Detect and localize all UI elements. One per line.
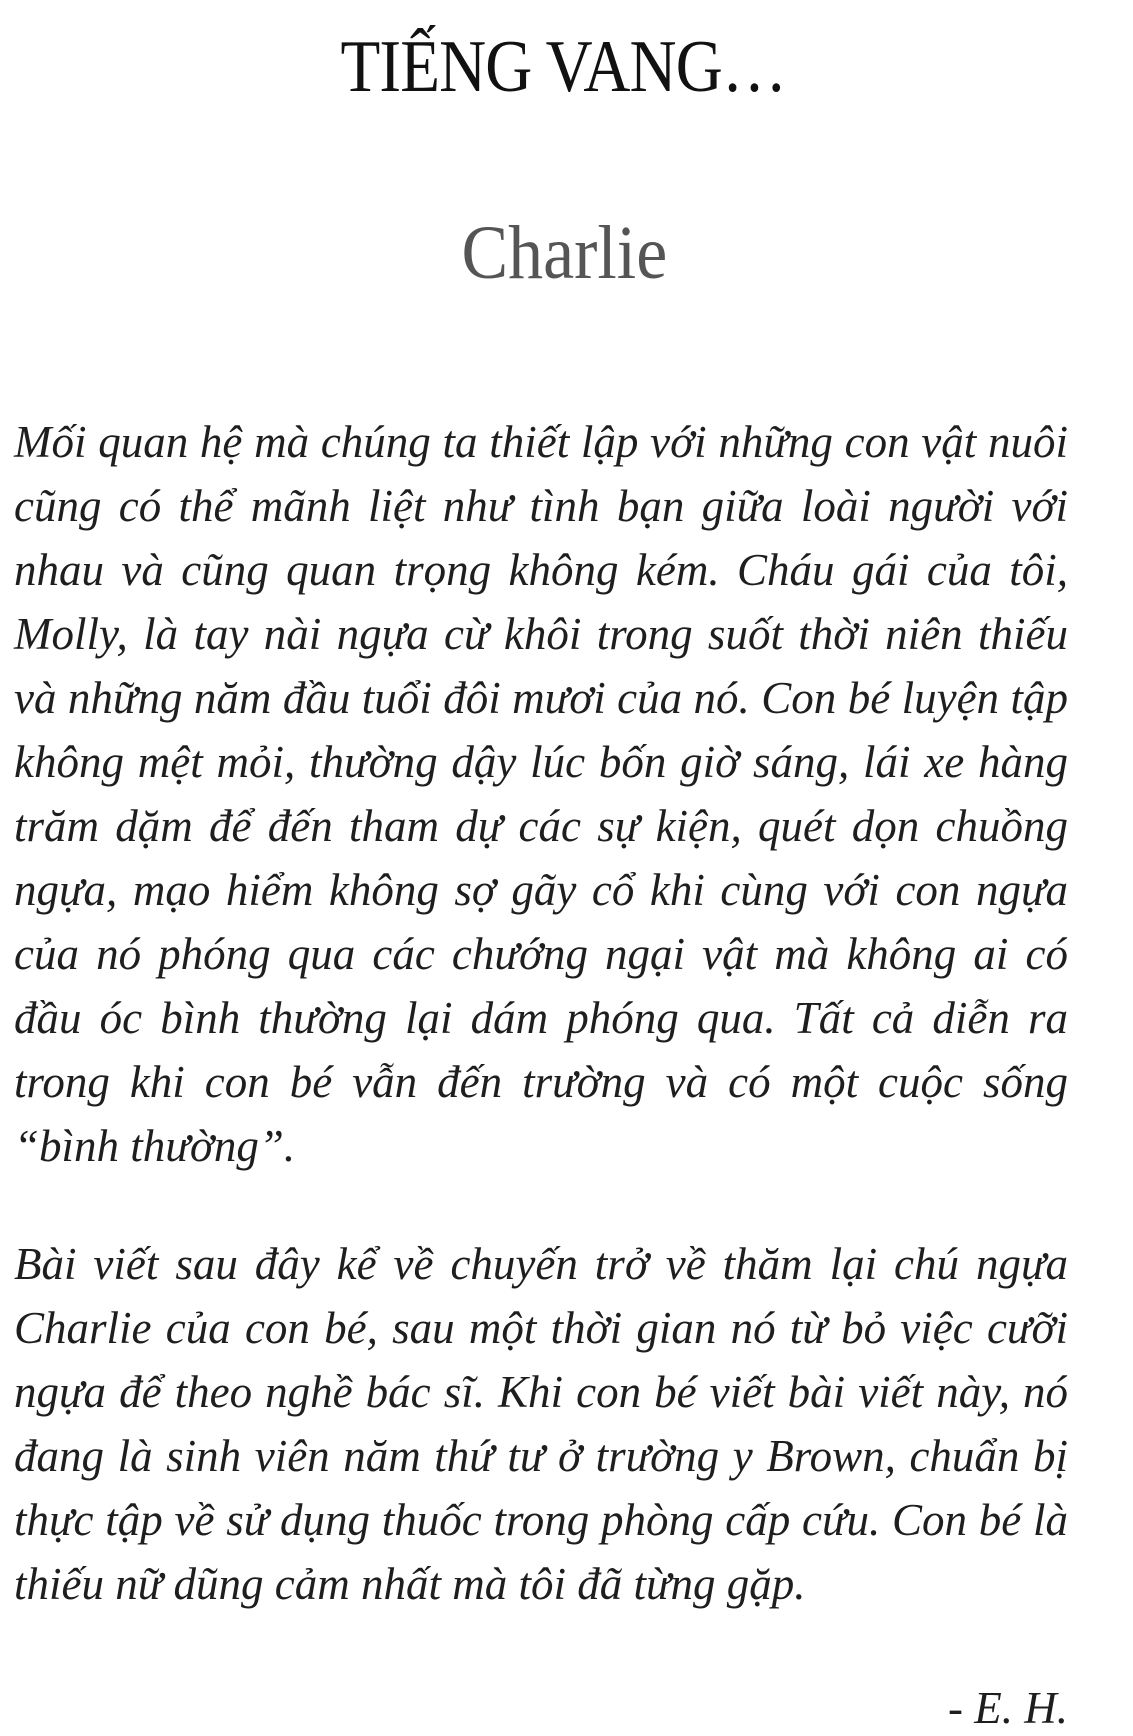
story-title: Charlie [461,211,668,295]
intro-paragraph-1: Mối quan hệ mà chúng ta thiết lập với những con vật nuôi cũng có thể mãnh liệt như tình bạn giữa loài người với nhau và cũng quan trọng không kém. Cháu gái của tôi, Molly, là tay nài ngựa cừ khôi trong suốt thời niên thiếu và những năm đầu tuổi đôi mươi của nó. Con bé luyện tập không mệt mỏi, thường dậy lúc bốn giờ sáng, lái xe hàng trăm dặm để đến tham dự các sự kiện, quét dọn chuồng ngựa, mạo hiểm không sợ gãy cổ khi cùng với con ngựa của nó phóng qua các chướng ngại vật mà không ai có đầu óc bình thường lại dám phóng qua. Tất cả diễn ra trong khi con bé vẫn đến trường và có một cuộc sống “bình thường”. [14,417,1068,1171]
intro-paragraph-2: Bài viết sau đây kể về chuyến trở về thăm lại chú ngựa Charlie của con bé, sau một thời gian nó từ bỏ việc cưỡi ngựa để theo nghề bác sĩ. Khi con bé viết bài viết này, nó đang là sinh viên năm thứ tư ở trường y Brown, chuẩn bị thực tập về sử dụng thuốc trong phòng cấp cứu. Con bé là thiếu nữ dũng cảm nhất mà tôi đã từng gặp. [14,1239,1068,1609]
author-signature: - E. H. [948,1683,1068,1733]
section-heading: TIẾNG VANG… [340,26,787,108]
